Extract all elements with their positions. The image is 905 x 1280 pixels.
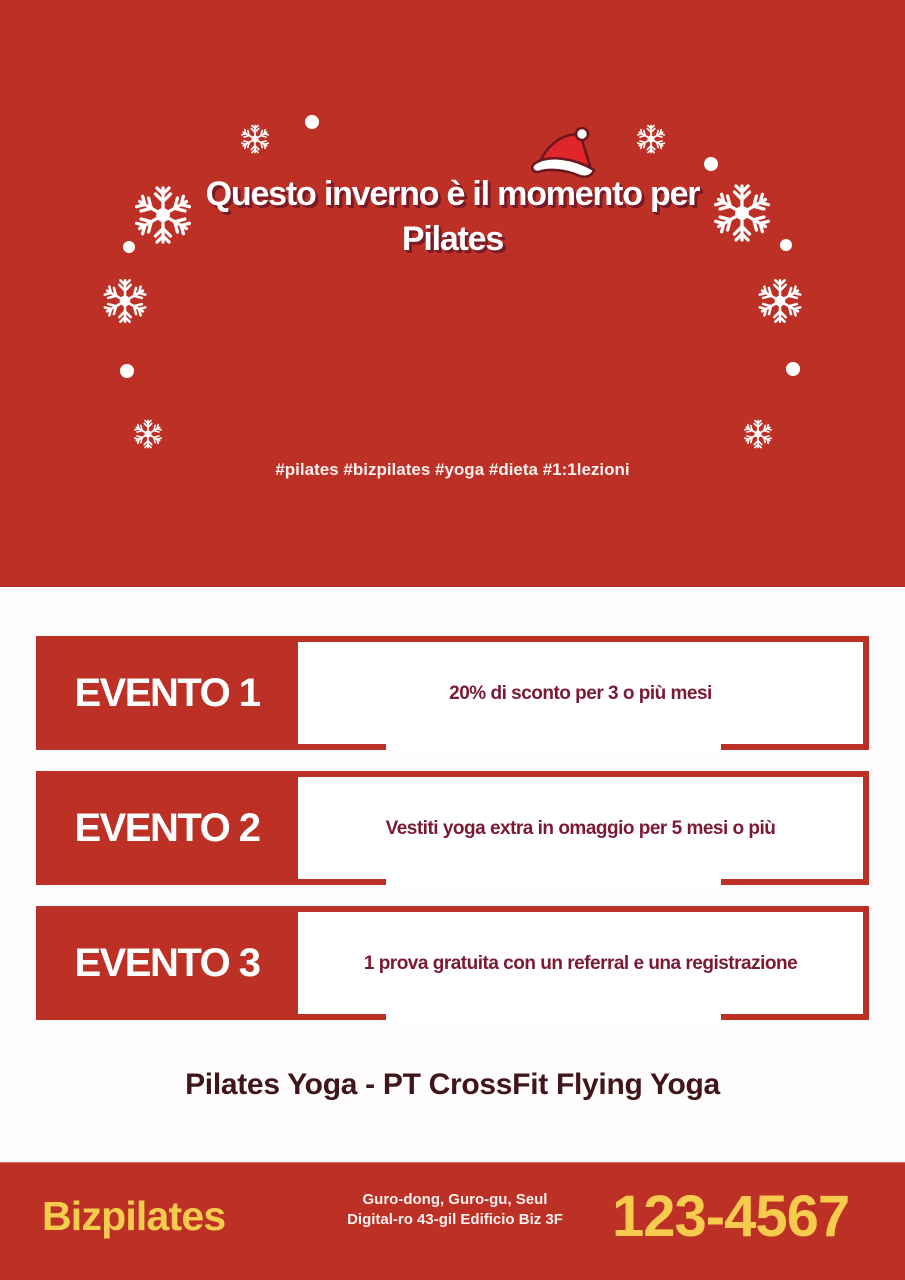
snow-dot [786,362,800,376]
address-line-1: Guro-dong, Guro-gu, Seul [362,1191,548,1208]
title-line-1: Questo inverno è il momento per [205,175,700,213]
border-gap [386,1014,721,1020]
event-card-3 [36,906,869,1020]
address [310,1190,600,1230]
event-description [298,912,863,1014]
title-line-2: Pilates [401,220,504,258]
snowflake-icon [757,278,803,324]
event-card-1 [36,636,869,750]
hashtags: #pilates #bizpilates #yoga #dieta #1:1lezioni [275,460,630,479]
event-label: EVENTO 1 [74,670,260,715]
event-description [298,777,863,879]
snow-dot [305,115,319,129]
event-description [298,642,863,744]
hero-banner [0,0,905,587]
services-tagline: Pilates Yoga - PT CrossFit Flying Yoga [185,1068,720,1101]
event-label: EVENTO 3 [74,940,260,985]
santa-hat-icon [528,122,598,178]
snow-dot [120,364,134,378]
snow-dot [704,157,718,171]
snowflake-icon [130,416,166,452]
snowflake-icon [633,121,669,157]
event-description-text: Vestiti yoga extra in omaggio per 5 mesi o più [385,817,776,839]
border-gap [386,744,721,750]
snowflake-icon [102,278,148,324]
border-gap [386,879,721,885]
snowflake-icon [740,416,776,452]
address-line-2: Digital-ro 43-gil Edificio Biz 3F [347,1211,563,1228]
snowflake-icon [237,121,273,157]
brand-name: Bizpilates [42,1193,226,1239]
event-description-text: 20% di sconto per 3 o più mesi [449,682,712,704]
phone-number: 123-4567 [612,1184,850,1249]
page-title [0,172,905,262]
event-description-text: 1 prova gratuita con un referral e una registrazione [363,952,798,974]
event-card-2 [36,771,869,885]
event-label: EVENTO 2 [74,805,260,850]
